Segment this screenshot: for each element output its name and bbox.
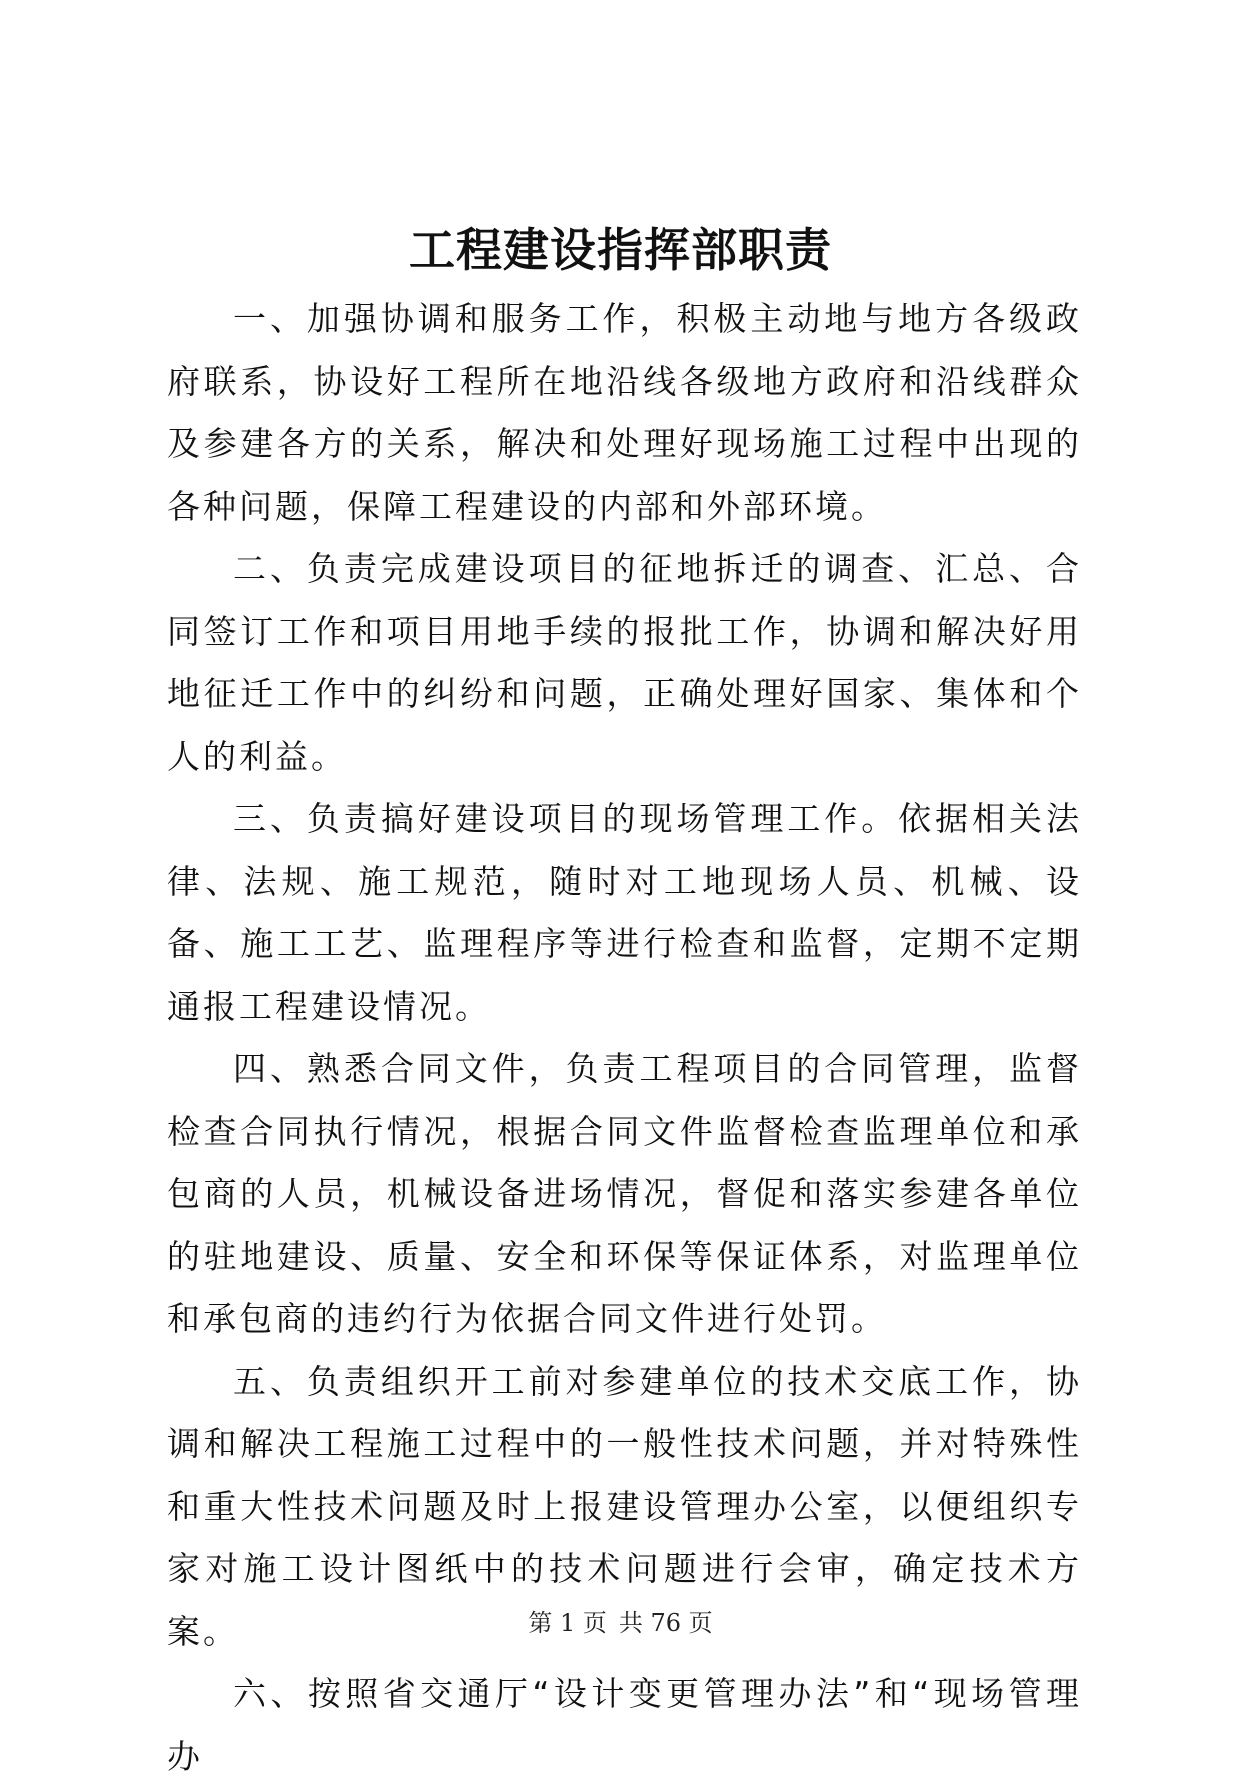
- page-total: 共 76 页: [618, 1609, 713, 1637]
- document-body: [167, 288, 1082, 1788]
- paragraph-6: 六、按照省交通厅“设计变更管理办法”和“现场管理办: [167, 1674, 1082, 1776]
- document-title: 工程建设指挥部职责: [409, 223, 832, 277]
- page-footer: [0, 1608, 1241, 1638]
- paragraph-4: 四、熟悉合同文件，负责工程项目的合同管理，监督检查合同执行情况，根据合同文件监督检查监理单位和承包商的人员，机械设备进场情况，督促和落实参建各单位的驻地建设、质量、安全和环保等保证体系，对监理单位和承包商的违约行为依据合同文件进行处罚。: [167, 1049, 1082, 1338]
- paragraph-3: 三、负责搞好建设项目的现场管理工作。依据相关法律、法规、施工规范，随时对工地现场人员、机械、设备、施工工艺、监理程序等进行检查和监督，定期不定期通报工程建设情况。: [167, 799, 1082, 1026]
- paragraph-5: 五、负责组织开工前对参建单位的技术交底工作，协调和解决工程施工过程中的一般性技术问题，并对特殊性和重大性技术问题及时上报建设管理办公室，以便组织专家对施工设计图纸中的技术问题进行会审，确定技术方案。: [167, 1361, 1082, 1651]
- paragraph-1: 一、加强协调和服务工作，积极主动地与地方各级政府联系，协设好工程所在地沿线各级地方政府和沿线群众及参建各方的关系，解决和处理好现场施工过程中出现的各种问题，保障工程建设的内部和外部环境。: [167, 299, 1082, 526]
- page-number: 第 1 页: [528, 1609, 607, 1637]
- paragraph-2: 二、负责完成建设项目的征地拆迁的调查、汇总、合同签订工作和项目用地手续的报批工作，协调和解决好用地征迁工作中的纠纷和问题，正确处理好国家、集体和个人的利益。: [167, 549, 1082, 776]
